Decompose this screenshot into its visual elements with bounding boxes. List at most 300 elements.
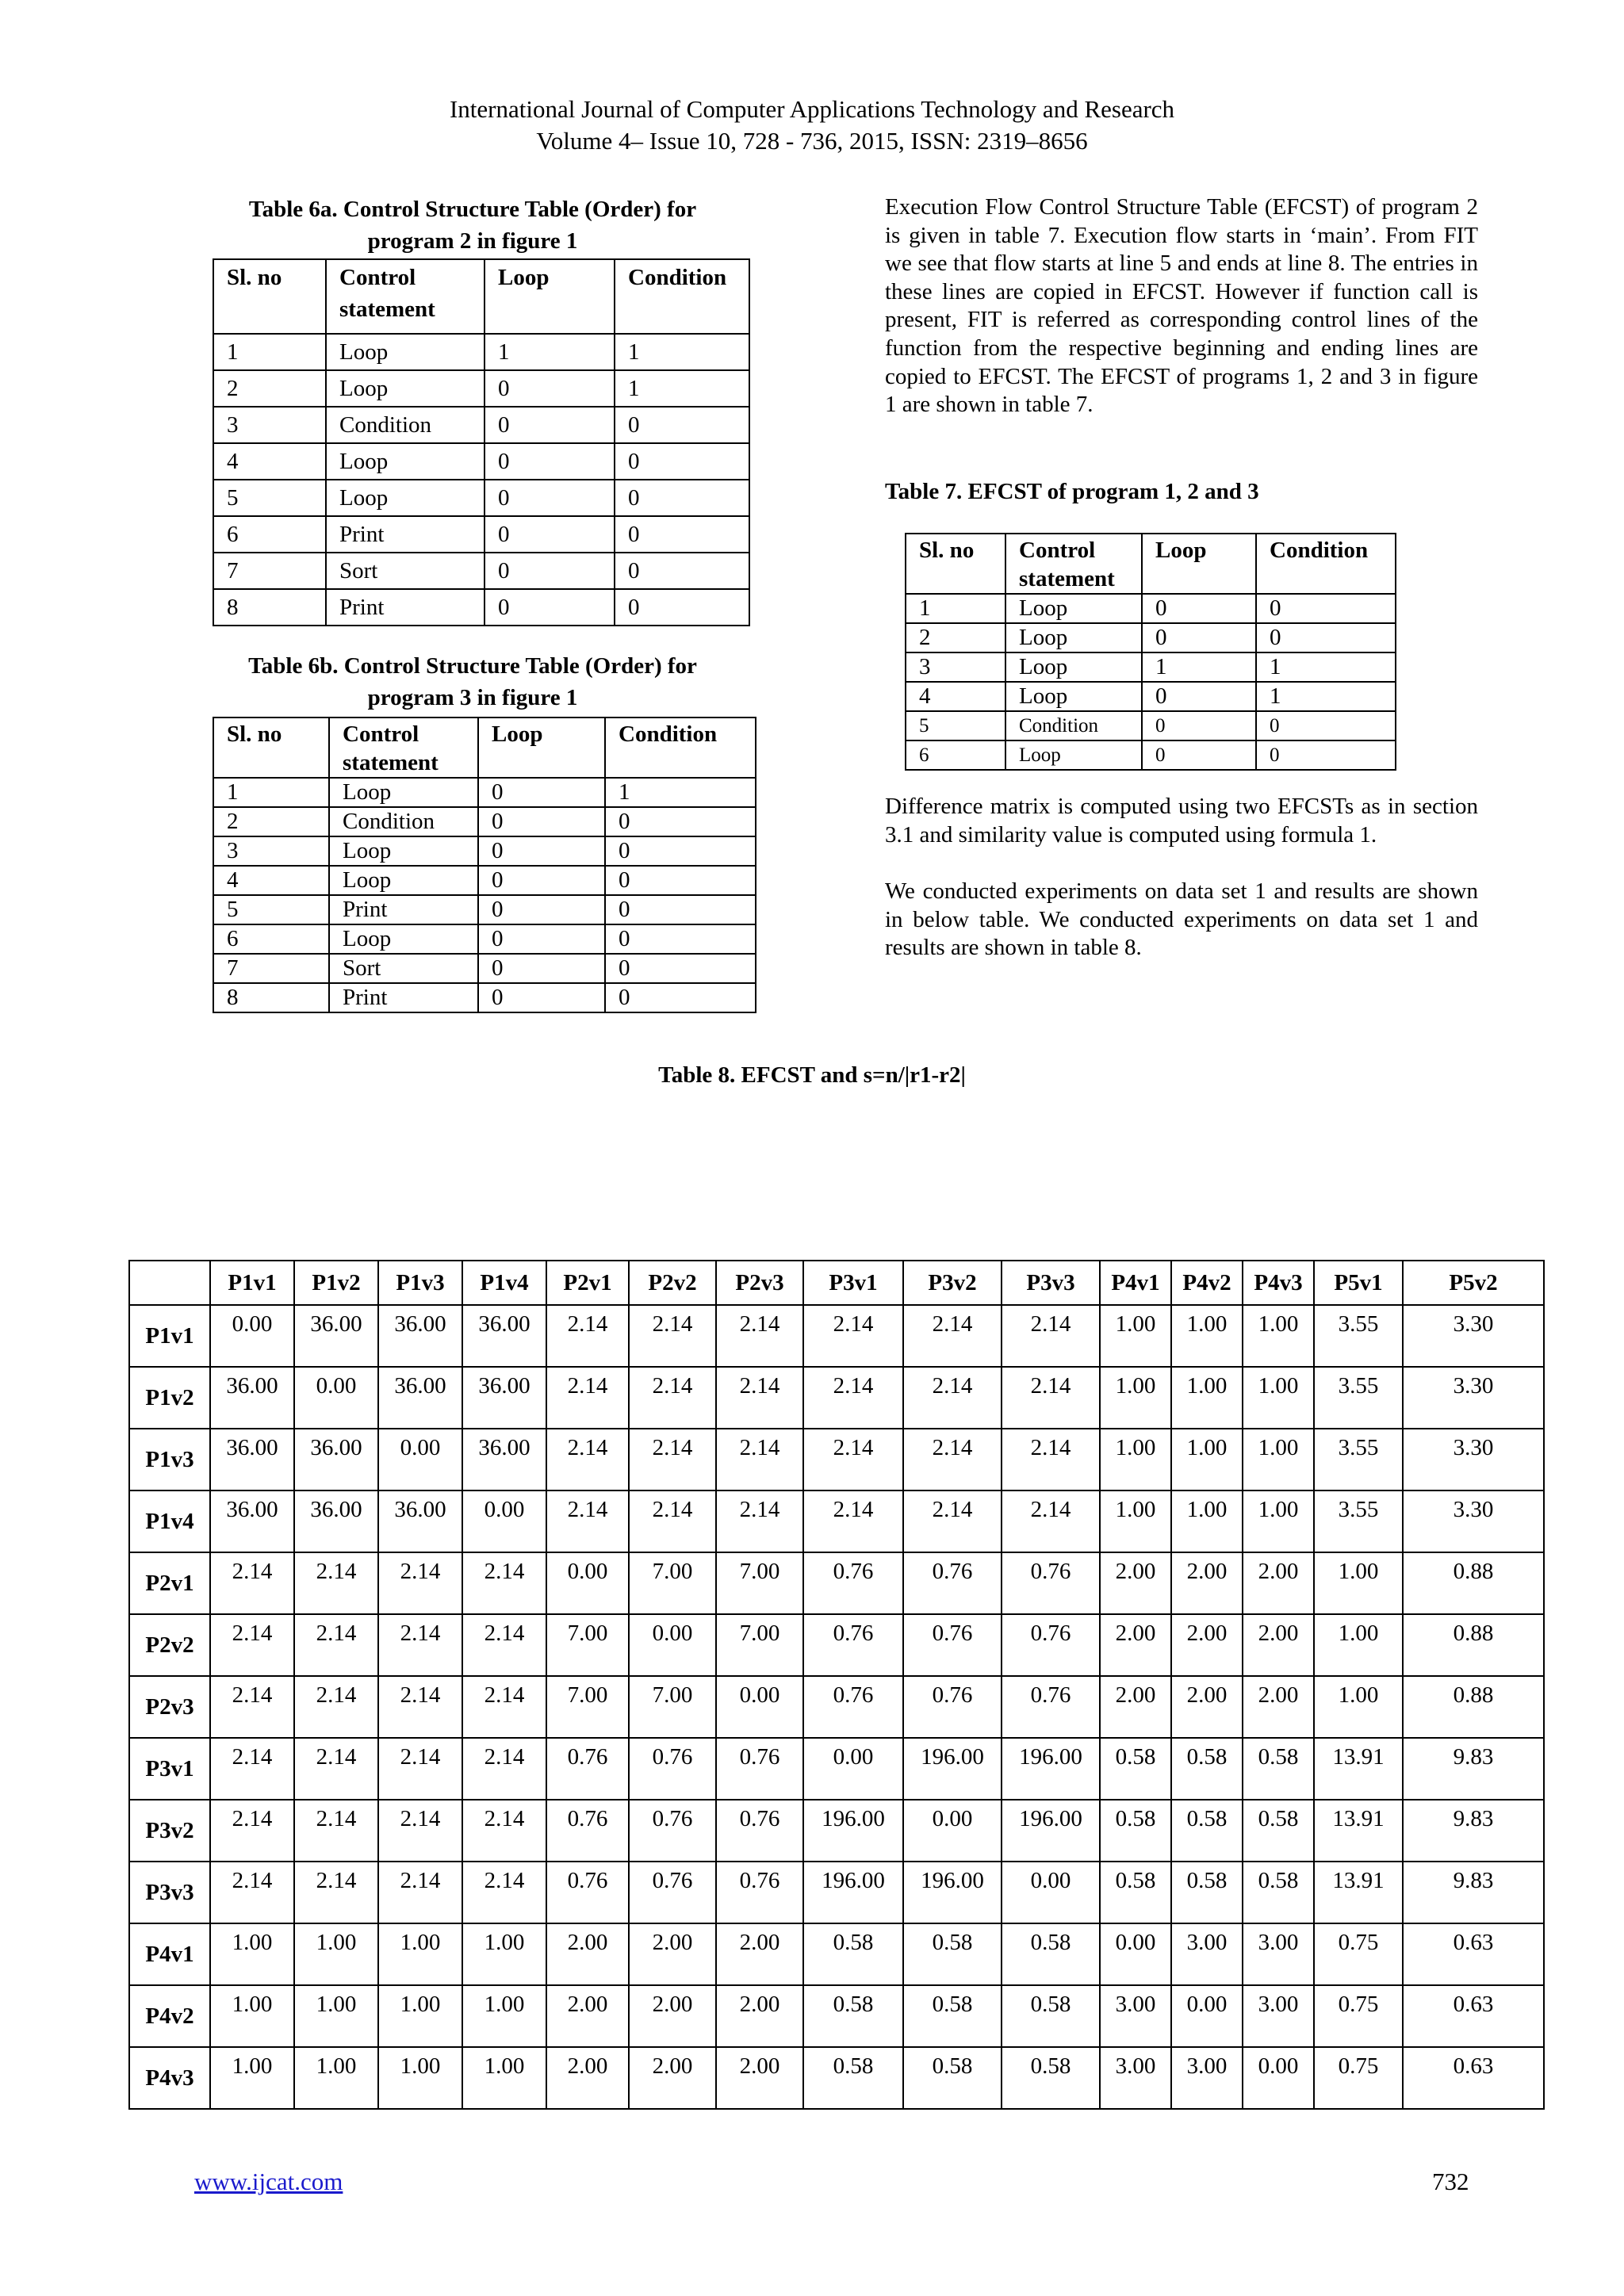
table8-cell: 0.76 [803, 1552, 903, 1614]
table8-cell: 1.00 [1100, 1305, 1171, 1367]
table8-cell: 0.58 [803, 1985, 903, 2047]
table8-cell: 0.58 [803, 2047, 903, 2109]
table8-row-header: P1v3 [129, 1429, 210, 1490]
table8-cell: 196.00 [903, 1862, 1002, 1923]
table-row [906, 623, 1396, 652]
table8-column-header: P5v2 [1403, 1261, 1544, 1305]
table-cell: 0 [1142, 740, 1256, 770]
table8-cell: 0.63 [1403, 2047, 1544, 2109]
table-cell: Loop [326, 334, 485, 370]
table8-cell: 1.00 [1243, 1429, 1314, 1490]
table8-cell: 0.76 [629, 1800, 716, 1862]
table8-cell: 36.00 [378, 1305, 462, 1367]
table8-cell: 0.00 [1002, 1862, 1100, 1923]
table8-cell: 2.14 [903, 1367, 1002, 1429]
table8-cell: 13.91 [1314, 1800, 1403, 1862]
table-cell: Sort [329, 954, 478, 983]
table-row [213, 480, 749, 516]
table8-cell: 2.14 [546, 1367, 629, 1429]
table8-row [129, 1985, 1544, 2047]
table8-cell: 7.00 [546, 1614, 629, 1676]
table8-cell: 36.00 [462, 1305, 546, 1367]
paragraph-experiments: We conducted experiments on data set 1 and results are shown in below table. We conducted experiments on data set 1 and results are shown in table 8. [885, 878, 1478, 961]
table-row [213, 983, 756, 1012]
table-cell: 0 [478, 866, 605, 895]
table-cell: 0 [615, 553, 749, 589]
table-row [213, 334, 749, 370]
table8-cell: 2.14 [294, 1800, 378, 1862]
table8-cell: 0.63 [1403, 1923, 1544, 1985]
table-cell: 0 [478, 983, 605, 1012]
table-header: Loop [478, 718, 605, 778]
table-header: Sl. no [213, 259, 326, 334]
journal-volume: Volume 4– Issue 10, 728 - 736, 2015, ISSN: 2319–8656 [536, 127, 1088, 155]
table8-cell: 1.00 [1171, 1367, 1243, 1429]
table8-cell: 9.83 [1403, 1862, 1544, 1923]
table8-cell: 3.55 [1314, 1490, 1403, 1552]
table7 [905, 533, 1396, 771]
table8-row [129, 1614, 1544, 1676]
table8-cell: 9.83 [1403, 1800, 1544, 1862]
table8-row-header: P3v3 [129, 1862, 210, 1923]
table-cell: Loop [1005, 740, 1142, 770]
table8-cell: 0.58 [1100, 1862, 1171, 1923]
table-row [213, 807, 756, 836]
table8-cell: 0.76 [629, 1738, 716, 1800]
table8-column-header: P2v1 [546, 1261, 629, 1305]
table8-row-header: P4v3 [129, 2047, 210, 2109]
table8-cell: 1.00 [1100, 1490, 1171, 1552]
table-header: Control statement [326, 259, 485, 334]
table8-cell: 3.00 [1243, 1985, 1314, 2047]
table8-cell: 0.88 [1403, 1676, 1544, 1738]
table8-column-header: P5v1 [1314, 1261, 1403, 1305]
table8-cell: 2.14 [378, 1676, 462, 1738]
table-row [906, 682, 1396, 711]
table8-row [129, 1676, 1544, 1738]
table8-cell: 196.00 [803, 1800, 903, 1862]
table8-caption: Table 8. EFCST and s=n/|r1-r2| [658, 1062, 966, 1088]
table8-cell: 0.58 [803, 1923, 903, 1985]
table-cell: Loop [329, 924, 478, 954]
table-header: Loop [1142, 534, 1256, 594]
table8-row-header: P2v1 [129, 1552, 210, 1614]
table-cell: 5 [213, 895, 329, 924]
table8-column-header: P1v1 [210, 1261, 294, 1305]
table-cell: 1 [1256, 682, 1396, 711]
table8-cell: 0.58 [1100, 1800, 1171, 1862]
table8-row [129, 2047, 1544, 2109]
table8-cell: 2.14 [903, 1429, 1002, 1490]
table-cell: 0 [478, 895, 605, 924]
table-cell: 0 [1256, 594, 1396, 623]
table8-row [129, 1800, 1544, 1862]
table8-cell: 0.58 [903, 2047, 1002, 2109]
table8-cell: 0.58 [1171, 1862, 1243, 1923]
table-cell: 5 [906, 711, 1005, 740]
table-cell: 0 [1256, 740, 1396, 770]
table-cell: 0 [1256, 711, 1396, 740]
table8-cell: 3.00 [1100, 1985, 1171, 2047]
table-cell: Print [326, 589, 485, 626]
table-cell: 8 [213, 589, 326, 626]
table8-cell: 2.00 [1100, 1676, 1171, 1738]
table8-cell: 2.14 [378, 1552, 462, 1614]
table-row [906, 740, 1396, 770]
table8-cell: 2.14 [462, 1552, 546, 1614]
table8-cell: 36.00 [378, 1367, 462, 1429]
table8-cell: 2.14 [378, 1800, 462, 1862]
table8-row [129, 1862, 1544, 1923]
table-cell: 1 [213, 334, 326, 370]
table8-cell: 2.00 [1243, 1614, 1314, 1676]
table8-column-header: P4v3 [1243, 1261, 1314, 1305]
table-cell: Condition [329, 807, 478, 836]
table8-cell: 7.00 [716, 1552, 803, 1614]
table8-cell: 36.00 [462, 1429, 546, 1490]
table8-cell: 1.00 [1243, 1305, 1314, 1367]
table-cell: 0 [478, 954, 605, 983]
table8-body [129, 1305, 1544, 2109]
footer-website-link[interactable]: www.ijcat.com [194, 2168, 343, 2195]
table8-header-row [129, 1261, 1544, 1305]
table8-cell: 1.00 [462, 2047, 546, 2109]
table8-cell: 0.00 [378, 1429, 462, 1490]
table8-cell: 2.14 [294, 1614, 378, 1676]
table6b-caption-line1: Table 6b. Control Structure Table (Order) for [248, 653, 697, 679]
table-cell: 8 [213, 983, 329, 1012]
table-cell: 7 [213, 954, 329, 983]
table8-cell: 0.58 [903, 1923, 1002, 1985]
table7-caption: Table 7. EFCST of program 1, 2 and 3 [885, 479, 1259, 504]
table8-cell: 2.14 [210, 1800, 294, 1862]
table8-cell: 0.75 [1314, 1985, 1403, 2047]
table-cell: 0 [485, 480, 615, 516]
table8-cell: 2.00 [629, 2047, 716, 2109]
table8-column-header: P1v4 [462, 1261, 546, 1305]
table8-row [129, 1738, 1544, 1800]
table-row [213, 553, 749, 589]
table-cell: 0 [615, 589, 749, 626]
table8-cell: 2.00 [546, 2047, 629, 2109]
table8-cell: 2.14 [294, 1676, 378, 1738]
table-header: Loop [485, 259, 615, 334]
table8-cell: 0.76 [1002, 1676, 1100, 1738]
table8-cell: 196.00 [803, 1862, 903, 1923]
table8-cell: 2.14 [378, 1738, 462, 1800]
table8-cell: 1.00 [210, 1985, 294, 2047]
table8-cell: 2.00 [1171, 1614, 1243, 1676]
table8-row [129, 1305, 1544, 1367]
table-cell: Condition [326, 407, 485, 443]
table8-cell: 1.00 [1243, 1490, 1314, 1552]
table-cell: 0 [605, 836, 756, 866]
table-cell: 0 [605, 983, 756, 1012]
table8-cell: 2.00 [716, 1985, 803, 2047]
table-cell: 0 [485, 516, 615, 553]
table8-cell: 1.00 [1314, 1552, 1403, 1614]
table8-cell: 2.14 [210, 1676, 294, 1738]
table-cell: 0 [605, 895, 756, 924]
table-cell: 4 [213, 866, 329, 895]
table8-cell: 3.30 [1403, 1367, 1544, 1429]
table8-cell: 0.76 [903, 1552, 1002, 1614]
table8-cell: 1.00 [210, 2047, 294, 2109]
table-row [213, 866, 756, 895]
table8-cell: 196.00 [1002, 1738, 1100, 1800]
table8-cell: 2.14 [1002, 1429, 1100, 1490]
table8-row [129, 1490, 1544, 1552]
table-row [213, 778, 756, 807]
table8-cell: 2.14 [462, 1676, 546, 1738]
table-cell: Loop [329, 778, 478, 807]
table8-cell: 0.00 [1243, 2047, 1314, 2109]
table8-cell: 2.00 [1171, 1676, 1243, 1738]
table8-cell: 196.00 [903, 1738, 1002, 1800]
table8-row-header: P4v1 [129, 1923, 210, 1985]
table8-cell: 3.55 [1314, 1367, 1403, 1429]
table-cell: Loop [329, 866, 478, 895]
table8-cell: 2.14 [210, 1552, 294, 1614]
table-cell: 0 [478, 924, 605, 954]
table8-cell: 0.76 [546, 1738, 629, 1800]
table8-row-header: P2v3 [129, 1676, 210, 1738]
table-cell: 0 [485, 370, 615, 407]
table8-row-header: P3v2 [129, 1800, 210, 1862]
table8-cell: 0.76 [629, 1862, 716, 1923]
table8-cell: 2.14 [1002, 1490, 1100, 1552]
table-row [213, 836, 756, 866]
table8-cell: 2.14 [629, 1490, 716, 1552]
table8-cell: 1.00 [1171, 1429, 1243, 1490]
table8-cell: 36.00 [378, 1490, 462, 1552]
table-cell: 1 [213, 778, 329, 807]
table-cell: Loop [1005, 594, 1142, 623]
table8-cell: 2.14 [803, 1305, 903, 1367]
table-cell: 0 [1256, 623, 1396, 652]
table8-cell: 2.00 [1243, 1552, 1314, 1614]
table8-cell: 1.00 [378, 1923, 462, 1985]
table8-cell: 0.00 [716, 1676, 803, 1738]
table-row [213, 954, 756, 983]
table8-cell: 0.75 [1314, 1923, 1403, 1985]
table-header: Control statement [1005, 534, 1142, 594]
table8-cell: 0.58 [1002, 1985, 1100, 2047]
table8-column-header: P3v1 [803, 1261, 903, 1305]
table8-cell: 1.00 [1171, 1305, 1243, 1367]
table6b-caption [195, 650, 750, 714]
table8-cell: 2.14 [294, 1552, 378, 1614]
table8-cell: 0.00 [462, 1490, 546, 1552]
table8-cell: 2.14 [462, 1738, 546, 1800]
table8-cell: 13.91 [1314, 1738, 1403, 1800]
table8-cell: 2.14 [903, 1305, 1002, 1367]
table-cell: Loop [326, 443, 485, 480]
table8-cell: 36.00 [210, 1429, 294, 1490]
table6a-caption-line1: Table 6a. Control Structure Table (Order) for [248, 197, 697, 222]
table-cell: 0 [1142, 594, 1256, 623]
table8-column-header: P4v2 [1171, 1261, 1243, 1305]
table-cell: 1 [1142, 652, 1256, 682]
table-cell: 0 [485, 553, 615, 589]
table8-cell: 2.14 [294, 1862, 378, 1923]
table8-row-header: P1v2 [129, 1367, 210, 1429]
table8-cell: 1.00 [1314, 1676, 1403, 1738]
table8-cell: 1.00 [462, 1923, 546, 1985]
table8-cell: 1.00 [1314, 1614, 1403, 1676]
table8-cell: 9.83 [1403, 1738, 1544, 1800]
table8-cell: 0.88 [1403, 1614, 1544, 1676]
table-cell: 1 [605, 778, 756, 807]
table-cell: 1 [615, 370, 749, 407]
table8-column-header: P3v3 [1002, 1261, 1100, 1305]
table8-cell: 0.76 [716, 1800, 803, 1862]
table8-cell: 2.14 [1002, 1305, 1100, 1367]
table8-cell: 0.76 [1002, 1552, 1100, 1614]
table-cell: Print [329, 983, 478, 1012]
table8-cell: 0.58 [1243, 1800, 1314, 1862]
table-cell: 2 [906, 623, 1005, 652]
table-cell: 0 [1142, 623, 1256, 652]
table-cell: 6 [906, 740, 1005, 770]
table-cell: 7 [213, 553, 326, 589]
table-cell: 0 [615, 407, 749, 443]
table8-cell: 0.76 [546, 1800, 629, 1862]
table8-cell: 1.00 [462, 1985, 546, 2047]
table8-cell: 2.14 [903, 1490, 1002, 1552]
table8-row-header: P4v2 [129, 1985, 210, 2047]
table8-cell: 2.00 [1171, 1552, 1243, 1614]
table-cell: 0 [615, 516, 749, 553]
table-cell: Loop [1005, 682, 1142, 711]
table8-cell: 2.14 [462, 1800, 546, 1862]
table-cell: 1 [615, 334, 749, 370]
table8-cell: 0.58 [1002, 1923, 1100, 1985]
table8-cell: 2.14 [803, 1429, 903, 1490]
table8-cell: 0.00 [546, 1552, 629, 1614]
table8-row [129, 1367, 1544, 1429]
table8-cell: 7.00 [546, 1676, 629, 1738]
table8-cell: 1.00 [1171, 1490, 1243, 1552]
table-cell: 0 [605, 954, 756, 983]
table-cell: 6 [213, 924, 329, 954]
table8-cell: 2.14 [462, 1614, 546, 1676]
table8-cell: 2.14 [546, 1305, 629, 1367]
table8-cell: 0.58 [1171, 1738, 1243, 1800]
table-header: Condition [615, 259, 749, 334]
table-row [213, 407, 749, 443]
paragraph-efcst-intro: Execution Flow Control Structure Table (EFCST) of program 2 is given in table 7. Execution flow starts in ‘main’. From FIT we see that flow starts at line 5 and ends at line 8. The entries in these lines are copied in EFCST. However if function call is present, FIT is referred as corresponding control lines of the function from the respective beginning and ending lines are copied to EFCST. The EFCST of programs 1, 2 and 3 in figure 1 are shown in table 7. [885, 194, 1478, 418]
table8-cell: 2.14 [294, 1738, 378, 1800]
table8-row-header: P2v2 [129, 1614, 210, 1676]
table8-cell: 1.00 [378, 2047, 462, 2109]
table-cell: 2 [213, 370, 326, 407]
table8-cell: 2.14 [546, 1429, 629, 1490]
table8-column-header: P2v3 [716, 1261, 803, 1305]
table8-cell: 0.76 [1002, 1614, 1100, 1676]
table8-cell: 2.00 [546, 1985, 629, 2047]
table-cell: 1 [485, 334, 615, 370]
table8-cell: 0.00 [903, 1800, 1002, 1862]
table8-cell: 0.88 [1403, 1552, 1544, 1614]
table8-cell: 2.14 [629, 1305, 716, 1367]
table8-cell: 2.00 [546, 1923, 629, 1985]
table8-cell: 7.00 [629, 1552, 716, 1614]
table8-cell: 2.00 [1100, 1614, 1171, 1676]
table8-cell: 0.58 [1243, 1738, 1314, 1800]
table8-cell: 196.00 [1002, 1800, 1100, 1862]
table8-cell: 0.76 [716, 1738, 803, 1800]
table8-cell: 0.75 [1314, 2047, 1403, 2109]
table8-cell: 0.76 [546, 1862, 629, 1923]
table8-row-header: P1v1 [129, 1305, 210, 1367]
table8-cell: 2.14 [629, 1429, 716, 1490]
table-cell: Loop [326, 480, 485, 516]
table8-cell: 2.00 [629, 1985, 716, 2047]
table8-cell: 2.00 [716, 1923, 803, 1985]
table8 [128, 1260, 1545, 2110]
table8-cell: 1.00 [210, 1923, 294, 1985]
table-header: Sl. no [213, 718, 329, 778]
page-number: 732 [1432, 2168, 1469, 2195]
table8-cell: 0.58 [1171, 1800, 1243, 1862]
table8-cell: 0.58 [1243, 1862, 1314, 1923]
table8-cell: 2.14 [716, 1429, 803, 1490]
table8-cell: 36.00 [210, 1367, 294, 1429]
table-cell: 0 [605, 924, 756, 954]
table8-cell: 3.00 [1100, 2047, 1171, 2109]
table8-column-header: P3v2 [903, 1261, 1002, 1305]
table8-cell: 1.00 [294, 2047, 378, 2109]
table8-cell: 1.00 [378, 1985, 462, 2047]
table8-cell: 2.14 [803, 1367, 903, 1429]
table-cell: Loop [1005, 623, 1142, 652]
table-cell: 4 [213, 443, 326, 480]
table8-cell: 2.14 [803, 1490, 903, 1552]
table8-column-header: P2v2 [629, 1261, 716, 1305]
table8-cell: 1.00 [1100, 1429, 1171, 1490]
table-cell: Print [326, 516, 485, 553]
table8-cell: 3.00 [1171, 1923, 1243, 1985]
table-cell: 1 [906, 594, 1005, 623]
table8-cell: 3.30 [1403, 1305, 1544, 1367]
table-row [213, 924, 756, 954]
table8-cell: 0.63 [1403, 1985, 1544, 2047]
table8-cell: 2.14 [546, 1490, 629, 1552]
table8-cell: 0.76 [803, 1614, 903, 1676]
table-row [906, 711, 1396, 740]
journal-header [0, 94, 1624, 157]
table-header: Condition [1256, 534, 1396, 594]
table6a-body [213, 334, 749, 626]
table-cell: Condition [1005, 711, 1142, 740]
table8-cell: 3.55 [1314, 1429, 1403, 1490]
table-row [213, 589, 749, 626]
table-cell: 0 [478, 836, 605, 866]
table-header: Control statement [329, 718, 478, 778]
table-cell: Loop [1005, 652, 1142, 682]
table8-cell: 3.00 [1243, 1923, 1314, 1985]
table8-cell: 2.00 [716, 2047, 803, 2109]
table8-cell: 0.00 [803, 1738, 903, 1800]
table-cell: Loop [329, 836, 478, 866]
table6a [213, 258, 750, 626]
table8-cell: 0.00 [629, 1614, 716, 1676]
table8-cell: 36.00 [294, 1429, 378, 1490]
table8-row [129, 1552, 1544, 1614]
table8-cell: 2.14 [716, 1490, 803, 1552]
table8-cell: 36.00 [210, 1490, 294, 1552]
